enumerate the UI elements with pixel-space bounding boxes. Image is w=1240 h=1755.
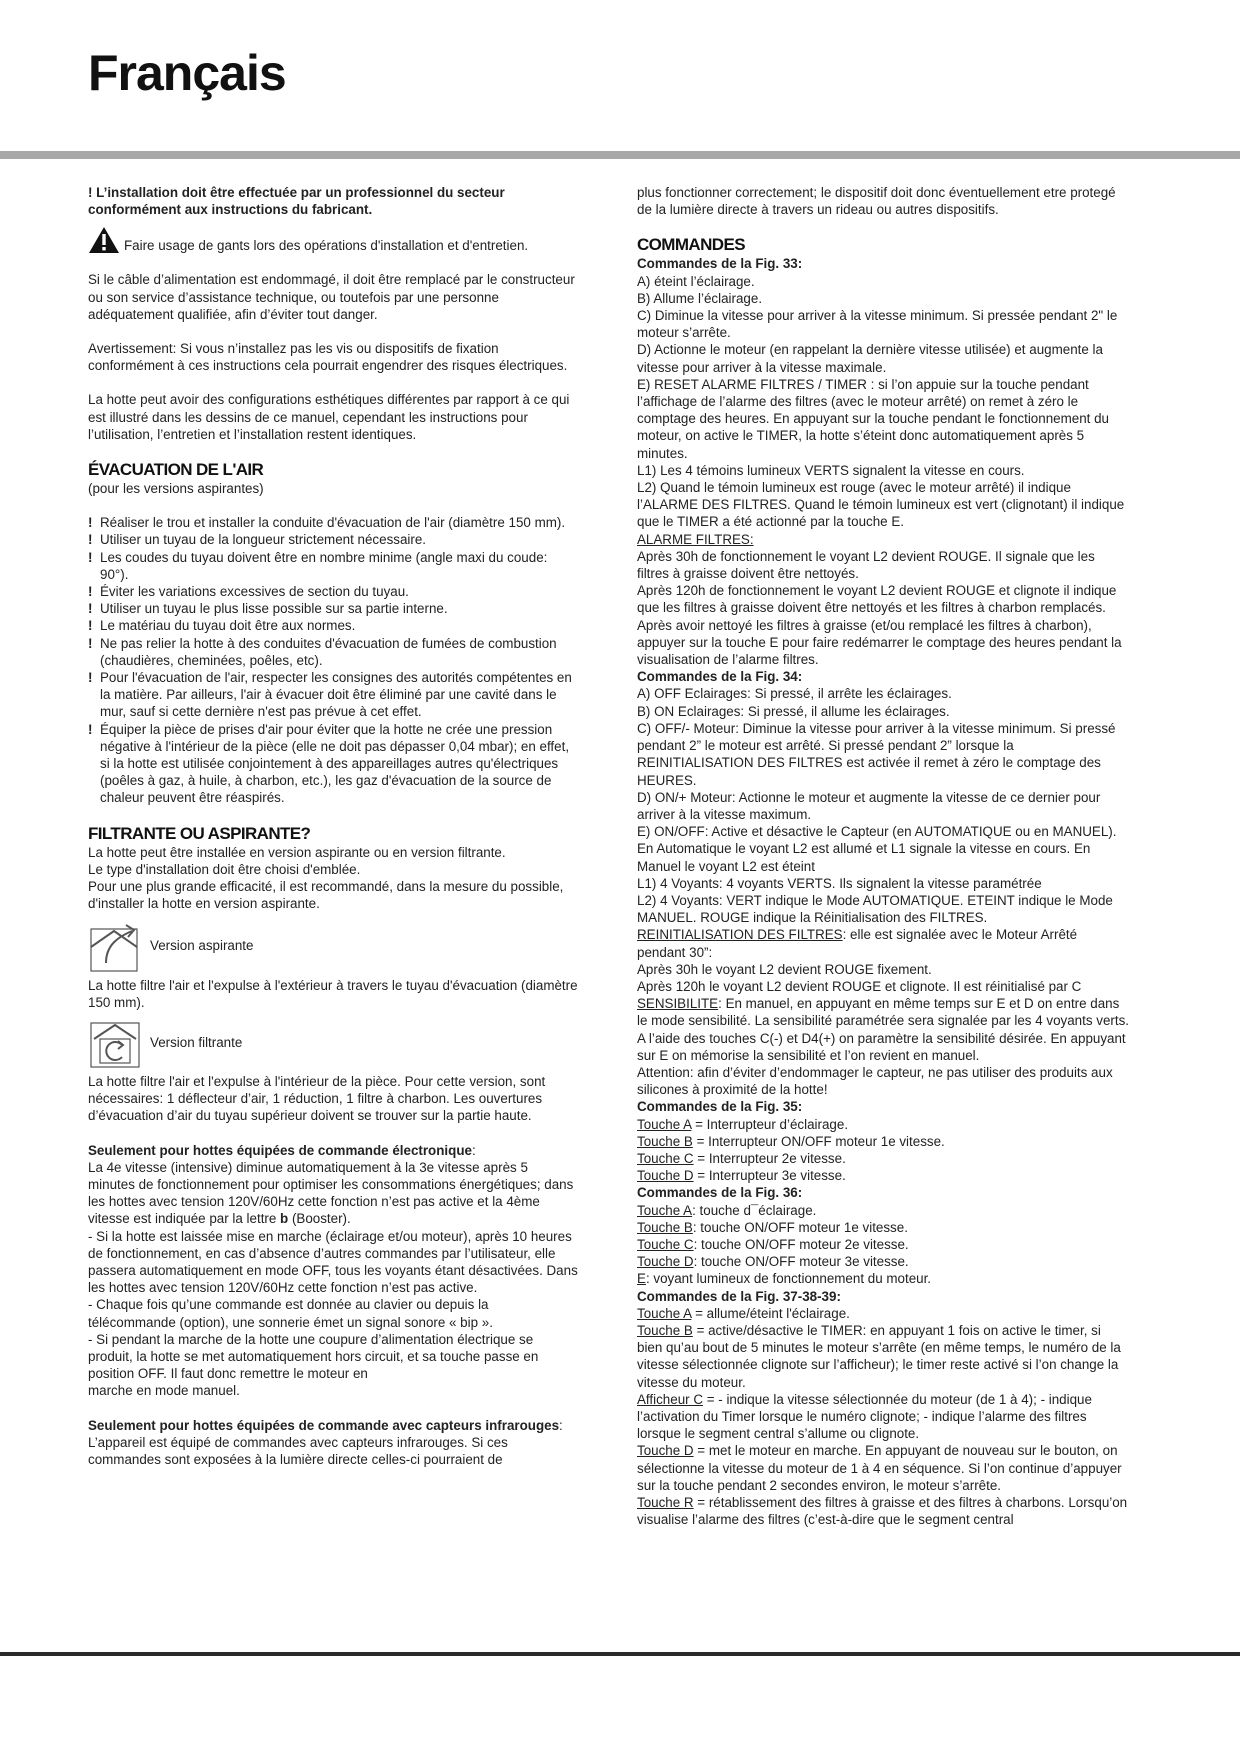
alarm-item: Après 30h de fonctionnement le voyant L2 devient ROUGE. Il signale que les filtres à graisse doivent être nettoyés. bbox=[637, 548, 1095, 582]
fig37-item bbox=[637, 1391, 1129, 1443]
fig37-item-text: = allume/éteint l'éclairage. bbox=[691, 1305, 850, 1321]
cable-paragraph: Si le câble d’alimentation est endommagé, il doit être remplacé par le constructeur ou son service d’assistance technique, ou toutefois par une personne adéquatement qualifiée, afin d’éviter tout danger. bbox=[88, 272, 575, 322]
evacuation-item-text: Les coudes du tuyau doivent être en nombre minime (angle maxi du coude: 90°). bbox=[100, 549, 548, 582]
alarm-list bbox=[637, 548, 1129, 668]
alarm-item: Après 120h de fonctionnement le voyant L2 devient ROUGE et clignote il indique que les filtres à graisse doivent être nettoyés et les filtres à charbon remplacés. bbox=[637, 583, 1117, 616]
fig37-item bbox=[637, 1442, 1129, 1494]
evacuation-item bbox=[88, 669, 578, 721]
fig37-item-text: = active/désactive le TIMER: en appuyant 1 fois on active le timer, si bien qu’au bout de 5 minutes le moteur s’arrête (en même temps, le numéro de la vitesse sélectionnée clignote sur l’afficheur); le timer reste activé si l’on change la vitesse du moteur. bbox=[637, 1323, 1121, 1390]
fig35-item-text: = Interrupteur 3e vitesse. bbox=[693, 1168, 846, 1184]
evacuation-item bbox=[88, 531, 578, 548]
fig35-title: Commandes de la Fig. 35: bbox=[637, 1099, 803, 1115]
electronic-control-heading bbox=[88, 1142, 578, 1159]
filtrante-line: Pour une plus grande efficacité, il est recommandé, dans la mesure du possible, d'installer la hotte en version aspirante. bbox=[88, 879, 564, 912]
header-divider bbox=[0, 151, 1240, 159]
reinit-item: Après 30h le voyant L2 devient ROUGE fixement. bbox=[637, 961, 932, 977]
fig36-list bbox=[637, 1202, 1129, 1288]
fig33-item: A) éteint l’éclairage. bbox=[637, 273, 755, 289]
electronic-paragraph: marche en mode manuel. bbox=[88, 1383, 240, 1399]
bullet-mark: ! bbox=[88, 549, 93, 565]
bullet-mark: ! bbox=[88, 721, 93, 737]
fig36-item-key: Touche B bbox=[637, 1219, 693, 1235]
fig33-item: C) Diminue la vitesse pour arriver à la vitesse minimum. Si pressée pendant 2" le moteur s’arrête. bbox=[637, 308, 1118, 341]
continued-paragraph: plus fonctionner correctement; le dispositif doit donc éventuellement etre protegé de la lumière directe à travers un rideau ou autres dispositifs. bbox=[637, 185, 1116, 218]
fig36-item bbox=[637, 1270, 1129, 1287]
evacuation-subtitle: (pour les versions aspirantes) bbox=[88, 481, 264, 497]
fig34-item: B) ON Eclairages: Si pressé, il allume les éclairages. bbox=[637, 703, 950, 719]
fig36-item-text: : touche d¯éclairage. bbox=[692, 1202, 817, 1218]
fig35-item bbox=[637, 1167, 1129, 1184]
alarm-filters-title: ALARME FILTRES: bbox=[637, 531, 754, 547]
bullet-mark: ! bbox=[88, 670, 93, 686]
fig33-list bbox=[637, 273, 1129, 531]
version-aspirante-label: Version aspirante bbox=[150, 937, 254, 953]
infrared-title: Seulement pour hottes équipées de commande avec capteurs infrarouges bbox=[88, 1417, 560, 1433]
electronic-control-colon: : bbox=[471, 1142, 476, 1158]
fig37-item bbox=[637, 1305, 1129, 1322]
version-filtrante bbox=[88, 1017, 578, 1069]
fig35-item-text: = Interrupteur ON/OFF moteur 1e vitesse. bbox=[692, 1133, 945, 1149]
evacuation-item bbox=[88, 617, 578, 634]
electronic-control-title: Seulement pour hottes équipées de commande électronique bbox=[88, 1142, 472, 1158]
fig36-item-key: Touche D bbox=[637, 1254, 694, 1270]
ducted-hood-icon bbox=[88, 919, 144, 973]
evacuation-item bbox=[88, 583, 578, 600]
alarm-item: Après avoir nettoyé les filtres à graisse (et/ou remplacé les filtres à charbon), appuyer sur la touche E pour faire redémarrer le comptage des heures pendant la visualisation de l’alarme filtres. bbox=[637, 617, 1122, 668]
reinit-item: Après 120h le voyant L2 devient ROUGE et clignote. Il est réinitialisé par C bbox=[637, 978, 1082, 994]
fig33-item: B) Allume l’éclairage. bbox=[637, 290, 763, 306]
evacuation-list bbox=[88, 514, 578, 806]
evacuation-item bbox=[88, 549, 578, 583]
attention-paragraph: Attention: afin d’éviter d’endommager le capteur, ne pas utiliser des produits aux silicones à proximité de la hotte! bbox=[637, 1064, 1113, 1098]
fig37-item bbox=[637, 1494, 1129, 1528]
gloves-notice bbox=[88, 226, 578, 254]
electronic-text-end: (Booster). bbox=[288, 1211, 351, 1227]
aspirante-description: La hotte filtre l'air et l'expulse à l'extérieur à travers le tuyau d'évacuation (diamètre 150 mm). bbox=[88, 977, 578, 1010]
infrared-heading bbox=[88, 1417, 578, 1434]
installation-warning: ! L’installation doit être effectuée par un professionnel du secteur conformément aux instructions du fabricant. bbox=[88, 185, 505, 218]
fig36-item-text: : touche ON/OFF moteur 2e vitesse. bbox=[693, 1236, 909, 1252]
fig35-item-text: = Interrupteur 2e vitesse. bbox=[693, 1150, 846, 1166]
fig36-title: Commandes de la Fig. 36: bbox=[637, 1185, 803, 1201]
filtrante-title: FILTRANTE OU ASPIRANTE? bbox=[88, 823, 311, 843]
bullet-mark: ! bbox=[88, 601, 93, 617]
bullet-mark: ! bbox=[88, 584, 93, 600]
fig36-item-text: : touche ON/OFF moteur 3e vitesse. bbox=[693, 1254, 909, 1270]
fig37-item-key: Touche D bbox=[637, 1443, 694, 1459]
fig37-item-text: = met le moteur en marche. En appuyant de nouveau sur le bouton, on sélectionne la vitesse du moteur de 1 à 4 en séquence. Si l’on continue d’appuyer sur la touche pendant 2 secondes environ, le moteur s’arrête. bbox=[637, 1443, 1122, 1493]
fig35-item bbox=[637, 1133, 1129, 1150]
electronic-paragraph bbox=[88, 1159, 578, 1228]
reinit-paragraph bbox=[637, 926, 1129, 960]
evacuation-item bbox=[88, 635, 578, 669]
commandes-title: COMMANDES bbox=[637, 235, 745, 255]
fig34-item: E) ON/OFF: Active et désactive le Capteur (en AUTOMATIQUE ou en MANUEL). En Automatique le voyant L2 est allumé et L1 signale la vitesse en cours. En Manuel le voyant L2 est éteint bbox=[637, 824, 1117, 874]
screws-paragraph: Avertissement: Si vous n’installez pas les vis ou dispositifs de fixation conformément à ces instructions cela pourrait engendrer des risques électriques. bbox=[88, 341, 568, 374]
fig37-item-key: Afficheur C bbox=[637, 1391, 703, 1407]
fig36-item bbox=[637, 1219, 1129, 1236]
infrared-colon: : bbox=[559, 1417, 563, 1433]
fig35-item bbox=[637, 1116, 1129, 1133]
fig34-list bbox=[637, 685, 1129, 926]
left-column bbox=[88, 184, 578, 1468]
evacuation-item-text: Ne pas relier la hotte à des conduites d'évacuation de fumées de combustion (chaudières, cheminées, poêles, etc). bbox=[100, 635, 557, 668]
fig35-item-key: Touche A bbox=[637, 1116, 692, 1132]
fig35-item bbox=[637, 1150, 1129, 1167]
fig33-item: L2) Quand le témoin lumineux est rouge (avec le moteur arrêté) il indique l’ALARME DES FILTRES. Quand le témoin lumineux est vert (clignotant) il indique que le TIMER a été actionné par la touche E. bbox=[637, 480, 1125, 530]
electronic-paragraph: - Si pendant la marche de la hotte une coupure d’alimentation électrique se produit, la hotte se met automatiquement hors circuit, et sa touche passe en position OFF. Il faut donc remettre le moteur en bbox=[88, 1331, 539, 1382]
fig37-item-key: Touche A bbox=[637, 1305, 692, 1321]
evacuation-item bbox=[88, 600, 578, 617]
reinit-list bbox=[637, 961, 1129, 995]
sensibilite-text: : En manuel, en appuyant en même temps sur E et D on entre dans le mode sensibilité. La sensibilité paramétrée sera signalée par les 4 voyants verts. A l’aide des touches C(-) et D4(+) on paramètre la sensibilité désirée. En appuyant sur E on mémorise la sensibilité et l’on revient en manuel. bbox=[637, 996, 1129, 1063]
fig36-item-key: Touche A bbox=[637, 1202, 693, 1218]
evacuation-item-text: Équiper la pièce de prises d'air pour éviter que la hotte ne crée une pression négative à l'intérieur de la pièce (elle ne doit pas dépasser 0,04 mbar); en effet, si la hotte est utilisée conjointement à des appareillages autres qu'électriques (poêles à gaz, à huile, à charbon, etc.), les gaz d'évacuation de la source de chaleur peuvent être réaspirés. bbox=[100, 721, 570, 806]
evacuation-item-text: Utiliser un tuyau le plus lisse possible sur sa partie interne. bbox=[100, 601, 448, 617]
filtrante-line: La hotte peut être installée en version aspirante ou en version filtrante. bbox=[88, 844, 506, 860]
evacuation-item bbox=[88, 721, 578, 807]
evacuation-item-text: Pour l'évacuation de l'air, respecter les consignes des autorités compétentes en la matière. Par ailleurs, l'air à évacuer doit être éliminé par une cavité dans le mur, sauf si cette dernière n'est pas prévue à cet effet. bbox=[100, 670, 572, 720]
fig33-item: E) RESET ALARME FILTRES / TIMER : si l’on appuie sur la touche pendant l’affichage de l’alarme des filtres (avec le moteur arrêté) on remet à zéro le comptage des heures. En appuyant sur la touche pendant le fonctionnement du moteur, on active le TIMER, la hotte s’éteint donc automatiquement après 5 minutes. bbox=[637, 376, 1109, 461]
fig36-item bbox=[637, 1253, 1129, 1270]
fig37-item-key: Touche B bbox=[637, 1323, 693, 1338]
fig35-item-key: Touche D bbox=[637, 1168, 694, 1184]
fig35-item-key: Touche C bbox=[637, 1150, 694, 1166]
fig35-list bbox=[637, 1116, 1129, 1185]
bullet-mark: ! bbox=[88, 618, 93, 634]
fig35-item-key: Touche B bbox=[637, 1133, 693, 1149]
fig36-item-key: Touche C bbox=[637, 1236, 694, 1252]
fig34-item: C) OFF/- Moteur: Diminue la vitesse pour arriver à la vitesse minimum. Si pressé pendant 2” le moteur est arrêté. Si pressé pendant 2” lorsque la REINITIALISATION DES FILTRES est activée il remet à zéro le comptage des HEURES. bbox=[637, 720, 1116, 788]
version-filtrante-label: Version filtrante bbox=[150, 1035, 243, 1051]
reinit-label: REINITIALISATION DES FILTRES bbox=[637, 927, 843, 943]
fig37-item-text: = - indique la vitesse sélectionnée du moteur (de 1 à 4); - indique l’activation du Timer lorsque le numéro clignote; - indique l’alarme des filtres lorsque le segment central s’allume ou clignote. bbox=[637, 1391, 1092, 1442]
fig34-item: D) ON/+ Moteur: Actionne le moteur et augmente la vitesse de ce dernier pour arriver à la vitesse maximum. bbox=[637, 789, 1101, 822]
fig36-item bbox=[637, 1236, 1129, 1253]
fig37-title: Commandes de la Fig. 37-38-39: bbox=[637, 1288, 841, 1304]
sensibilite-paragraph bbox=[637, 995, 1129, 1064]
bullet-mark: ! bbox=[88, 635, 93, 651]
fig34-title: Commandes de la Fig. 34: bbox=[637, 669, 803, 685]
bullet-mark: ! bbox=[88, 515, 93, 531]
fig37-item-text: = rétablissement des filtres à graisse et des filtres à charbons. Lorsqu’on visualise l’alarme des filtres (c’est-à-dire que le segment central bbox=[637, 1495, 1128, 1528]
fig33-item: D) Actionne le moteur (en rappelant la dernière vitesse utilisée) et augmente la vitesse pour arriver à la vitesse maximale. bbox=[637, 342, 1103, 375]
fig36-item-key: E bbox=[637, 1271, 646, 1287]
sensibilite-label: SENSIBILITE bbox=[637, 996, 719, 1012]
fig33-title: Commandes de la Fig. 33: bbox=[637, 256, 803, 272]
reinit-text: : elle est signalée avec le Moteur Arrêté pendant 30”: bbox=[637, 927, 1078, 960]
booster-letter: b bbox=[280, 1211, 289, 1227]
filtrante-line: Le type d'installation doit être choisi d'emblée. bbox=[88, 861, 361, 877]
evacuation-item-text: Réaliser le trou et installer la conduite d'évacuation de l'air (diamètre 150 mm). bbox=[100, 515, 566, 531]
page-title: Français bbox=[88, 45, 286, 101]
evacuation-item-text: Éviter les variations excessives de section du tuyau. bbox=[100, 584, 409, 600]
configs-paragraph: La hotte peut avoir des configurations esthétiques différentes par rapport à ce qui est illustré dans les dessins de ce manuel, cependant les instructions pour l’utilisation, l’entretien et l’installation restent identiques. bbox=[88, 392, 570, 442]
version-aspirante bbox=[88, 919, 578, 973]
evacuation-item-text: Utiliser un tuyau de la longueur strictement nécessaire. bbox=[100, 532, 427, 548]
fig34-item: A) OFF Eclairages: Si pressé, il arrête les éclairages. bbox=[637, 686, 952, 702]
electronic-paragraph: - Chaque fois qu’une commande est donnée au clavier ou depuis la télécommande (option), une sonnerie émet un signal sonore « bip ». bbox=[88, 1297, 493, 1330]
fig37-item-key: Touche R bbox=[637, 1495, 694, 1511]
fig34-item: L1) 4 Voyants: 4 voyants VERTS. Ils signalent la vitesse paramétrée bbox=[637, 875, 1042, 891]
fig37-list bbox=[637, 1305, 1129, 1529]
footer-divider bbox=[0, 1652, 1240, 1656]
fig36-item-text: : touche ON/OFF moteur 1e vitesse. bbox=[692, 1219, 908, 1235]
electronic-paragraph: - Si la hotte est laissée mise en marche (éclairage et/ou moteur), après 10 heures de fonctionnement, en cas d’absence d’autres commandes par l’utilisateur, elle passera automatiquement en mode OFF, tous les voyants étant désactivées. Dans les hottes avec tension 120V/60Hz cette fonction n’est pas active. bbox=[88, 1228, 578, 1296]
gloves-text: Faire usage de gants lors des opérations d'installation et d'entretien. bbox=[124, 238, 529, 254]
fig34-item: L2) 4 Voyants: VERT indique le Mode AUTOMATIQUE. ETEINT indique le Mode MANUEL. ROUGE indique la Réinitialisation des FILTRES. bbox=[637, 892, 1113, 926]
fig33-item: L1) Les 4 témoins lumineux VERTS signalent la vitesse en cours. bbox=[637, 462, 1025, 478]
fig36-item-text: : voyant lumineux de fonctionnement du moteur. bbox=[645, 1271, 932, 1287]
electronic-text: La 4e vitesse (intensive) diminue automatiquement à la 3e vitesse après 5 minutes de fonctionnement pour optimiser les consommations énergétiques; dans les hottes avec tension 120V/60Hz cette fonction n’est pas active et la 4ème vitesse est indiquée par la lettre bbox=[88, 1159, 574, 1227]
fig36-item bbox=[637, 1202, 1129, 1219]
filtrante-description: La hotte filtre l'air et l'expulse à l'intérieur de la pièce. Pour cette version, sont nécessaires: 1 déflecteur d’air, 1 réduction, 1 filtre à charbon. Les ouvertures d’évacuation d’air du tuyau supérieur doivent se trouver sur la partie haute. bbox=[88, 1073, 546, 1124]
fig35-item-text: = Interrupteur d’éclairage. bbox=[691, 1116, 849, 1132]
recirculating-hood-icon bbox=[88, 1017, 144, 1069]
fig37-item bbox=[637, 1322, 1129, 1391]
warning-triangle-icon bbox=[88, 226, 120, 254]
right-column bbox=[637, 184, 1129, 1528]
evacuation-item bbox=[88, 514, 578, 531]
bullet-mark: ! bbox=[88, 532, 93, 548]
infrared-paragraph: L’appareil est équipé de commandes avec capteurs infrarouges. Si ces commandes sont exposées à la lumière directe celles-ci pourraient de bbox=[88, 1434, 508, 1467]
evacuation-title: ÉVACUATION DE L'AIR bbox=[88, 460, 264, 480]
evacuation-item-text: Le matériau du tuyau doit être aux normes. bbox=[100, 618, 356, 634]
